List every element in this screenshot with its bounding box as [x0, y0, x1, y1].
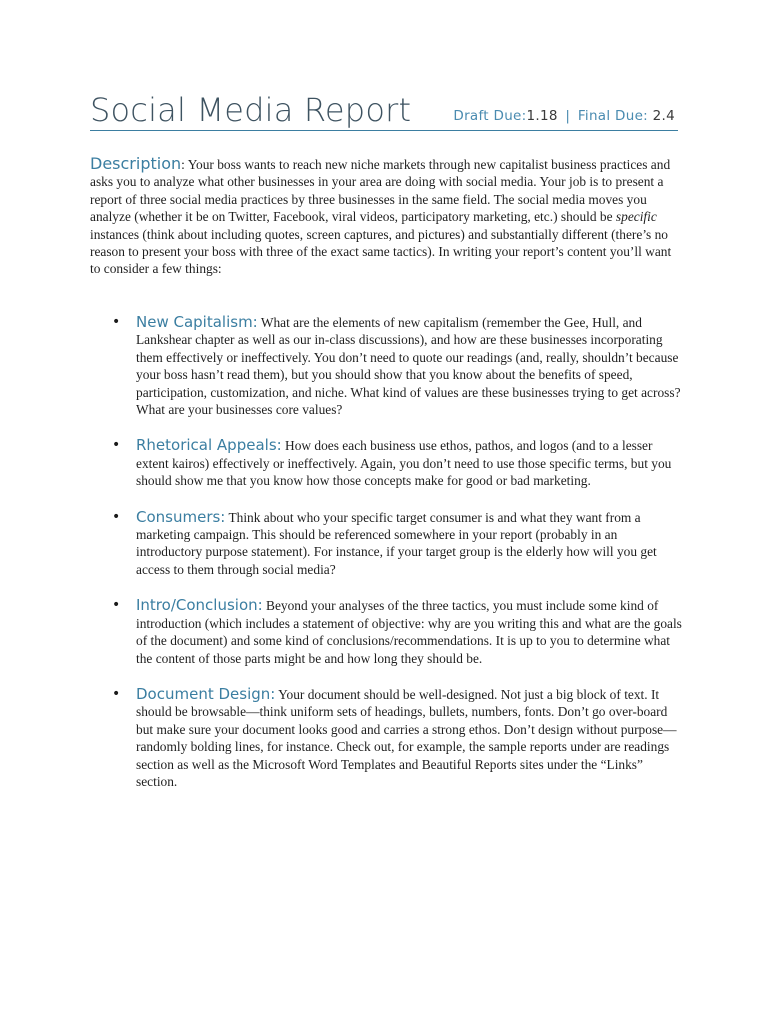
draft-due-label: Draft Due: — [453, 108, 527, 124]
bullet-heading: New Capitalism: — [136, 313, 258, 331]
bullet-icon: • — [112, 597, 121, 614]
bullet-heading: Document Design: — [136, 684, 276, 703]
final-due-label: Final Due: — [577, 108, 649, 124]
list-item-document-design — [110, 686, 682, 790]
bullet-icon: • — [112, 685, 121, 702]
list-item-new-capitalism — [110, 314, 682, 418]
final-due-value: 2.4 — [652, 108, 675, 124]
bullet-icon: • — [112, 437, 121, 454]
bullet-heading: Rhetorical Appeals: — [136, 436, 282, 455]
list-item-consumers — [110, 509, 682, 579]
bullet-text: Beyond your analyses of the three tactics, you must include some kind of introduction (which includes a statement of objective: why are you writing this and what are the goals of the document) and some kind of conclusions/recommendations. It is up to you to determine what the content of those parts might be and how long they should be. — [136, 598, 682, 666]
description-paragraph — [90, 155, 680, 278]
bullet-text: Your document should be well-designed. Not just a big block of text. It should be browsable—think uniform sets of headings, bullets, numbers, fonts. Don’t go over-board but make sure your document looks good and carries a strong ethos. Don’t design without purpose—randomly bolding lines, for instance. Check out, for example, the sample reports under are readings section as well as the Microsoft Word Templates and Beautiful Reports sites under the “Links” section. — [136, 686, 677, 789]
bullet-text: Think about who your specific target consumer is and what they want from a marketing campaign. This should be referenced somewhere in your report (probably in an introductory purpose statement). For instance, if your target group is the elderly how will you get access to them through social media? — [136, 509, 657, 577]
list-item-intro-conclusion — [110, 597, 682, 667]
report-header — [90, 92, 678, 131]
description-heading: Description — [90, 154, 182, 173]
due-dates — [453, 108, 675, 124]
draft-due-value: 1.18 — [526, 108, 558, 124]
bullet-heading: Intro/Conclusion: — [136, 596, 263, 615]
bullet-text: What are the elements of new capitalism (remember the Gee, Hull, and Lankshear chapter as well as our in-class discussions), and how are these businesses incorporating them effectively or ineffectively. You don’t need to quote our readings (and, really, shouldn’t because your boss hasn’t read them), but you should show that you know about the benefits of speed, participation, customization, and niche. What kind of values are these businesses trying to get across? What are your businesses core values? — [136, 315, 681, 418]
description-emphasis: specific — [615, 209, 657, 225]
page-title: Social Media Report — [90, 91, 412, 129]
considerations-list — [110, 314, 682, 808]
bullet-text: How does each business use ethos, pathos, and logos (and to a lesser extent kairos) effectively or ineffectively. Again, you don’t need to use those specific terms, but you should show me that you know how those concepts make for good or bad marketing. — [136, 438, 672, 489]
bullet-heading: Consumers: — [136, 507, 226, 526]
bullet-icon: • — [112, 314, 121, 330]
description-text-2: instances (think about including quotes, screen captures, and pictures) and substantially different (there’s no reason to present your boss with three of the exact same tactics). In writing your report’s content you’ll want to consider a few things: — [90, 226, 672, 277]
bullet-icon: • — [112, 508, 121, 525]
due-separator: | — [565, 108, 571, 124]
description-text-1: : Your boss wants to reach new niche markets through new capitalist business practices and asks you to analyze what other businesses in your area are doing with social media. Your job is to present a report of three social media practices by three businesses in the same field. The social media moves you analyze (whether it be on Twitter, Facebook, viral videos, participatory marketing, etc.) should be — [90, 157, 671, 225]
list-item-rhetorical-appeals — [110, 437, 682, 489]
